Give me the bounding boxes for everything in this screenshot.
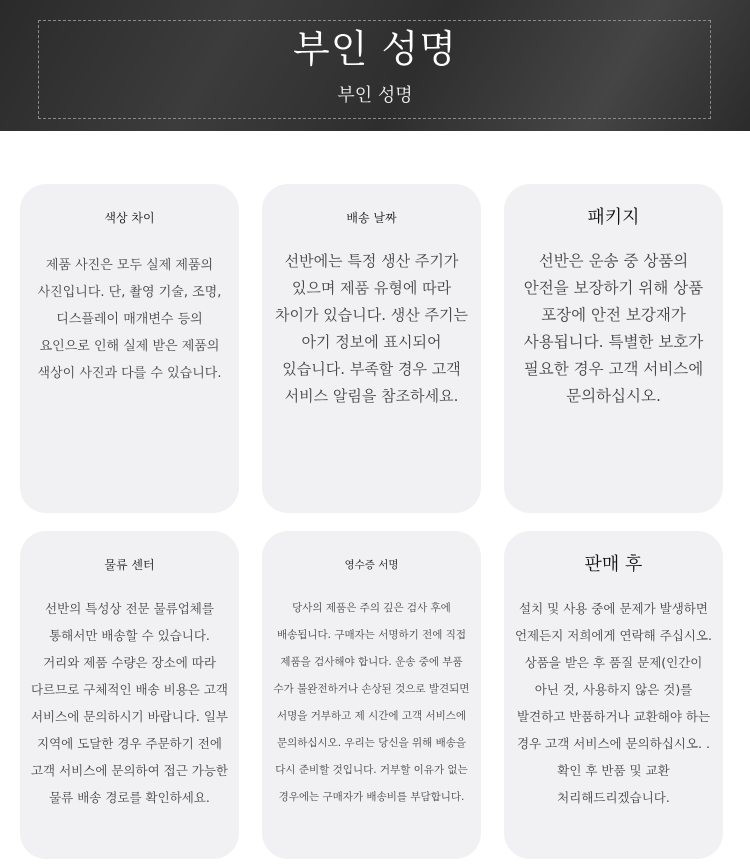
card-body: 설치 및 사용 중에 문제가 발생하면 언제든지 저희에게 연락해 주십시오. 상품을 받은 후 품질 문제(인간이 아닌 것, 사용하지 않은 것)를 발견하고 반품하거나 교환해야 하는 경우 고객 서비스에 문의하십시오. . 확인 후 반품 및 교환 처리해드리겠습니다.	[514, 601, 713, 805]
card-title: 영수증 서명	[344, 559, 399, 571]
page-subtitle: 부인 성명	[337, 85, 413, 106]
card-body: 선반에는 특정 생산 주기가 있으며 제품 유형에 따라 차이가 있습니다. 생산 주기는 아기 정보에 표시되어 있습니다. 부족할 경우 고객 서비스 알림을 참조하세요.	[275, 252, 468, 405]
card-receipt-signature	[262, 531, 481, 859]
card-body: 당사의 제품은 주의 깊은 검사 후에 배송됩니다. 구매자는 서명하기 전에 직접 제품을 검사해야 합니다. 운송 중에 부품 수가 불완전하거나 손상된 것으로 발견되면 서명을 거부하고 제 시간에 고객 서비스에 문의하십시오. 우리는 당신을 위해 배송을 다시 준비할 것입니다. 거부할 이유가 없는 경우에는 구매자가 배송비를 부담합니다.	[273, 602, 470, 803]
card-title: 판매 후	[584, 554, 643, 575]
card-title: 색상 차이	[104, 211, 155, 225]
card-title: 배송 날짜	[346, 211, 397, 225]
card-body: 제품 사진은 모두 실제 제품의 사진입니다. 단, 촬영 기술, 조명, 디스플레이 매개변수 등의 요인으로 인해 실제 받은 제품의 색상이 사진과 다를 수 있습니다.	[37, 258, 222, 381]
card-title: 패키지	[587, 207, 640, 228]
card-delivery-date	[262, 184, 481, 513]
card-package	[504, 184, 723, 513]
card-title: 물류 센터	[104, 558, 155, 572]
page-title: 부인 성명	[293, 27, 457, 71]
card-logistics-center	[20, 531, 239, 859]
card-body: 선반은 운송 중 상품의 안전을 보장하기 위해 상품 포장에 안전 보강재가 사용됩니다. 특별한 보호가 필요한 경우 고객 서비스에 문의하십시오.	[523, 252, 704, 405]
card-after-sales	[504, 531, 723, 859]
card-body: 선반의 특성상 전문 물류업체를 통해서만 배송할 수 있습니다. 거리와 제품 수량은 장소에 따라 다르므로 구체적인 배송 비용은 고객 서비스에 문의하시기 바랍니다. 일부 지역에 도달한 경우 주문하기 전에 고객 서비스에 문의하여 접근 가능한 물류 배송 경로를 확인하세요.	[30, 601, 229, 805]
header-banner	[0, 0, 750, 131]
card-color-difference	[20, 184, 239, 513]
